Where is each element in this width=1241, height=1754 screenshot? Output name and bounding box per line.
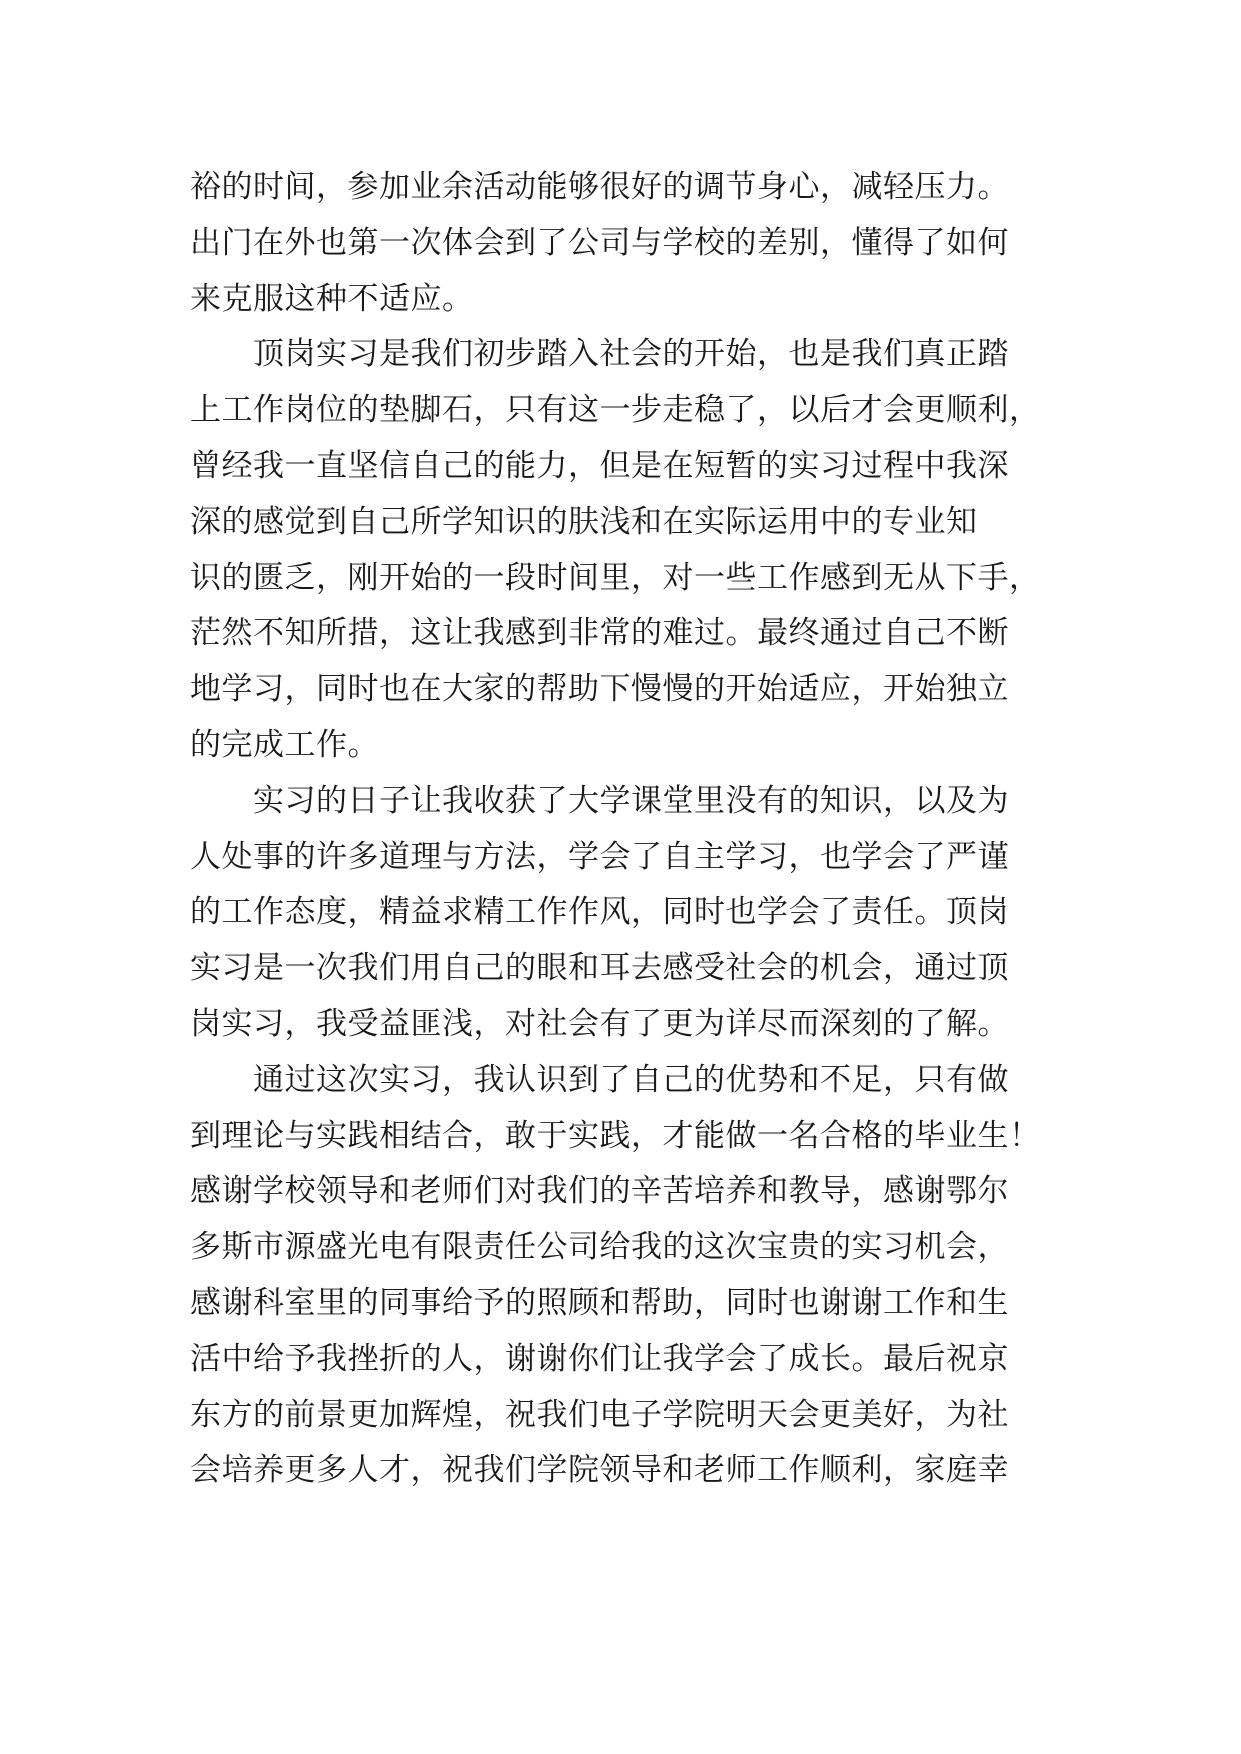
text-line: 深的感觉到自己所学知识的肤浅和在实际运用中的专业知 [190, 503, 978, 540]
text-line: 的完成工作。 [190, 726, 379, 763]
text-line: 东方的前景更加辉煌，祝我们电子学院明天会更美好，为社 [190, 1396, 1009, 1433]
text-line: 人处事的许多道理与方法，学会了自主学习，也学会了严谨 [190, 838, 1009, 875]
text-line: 岗实习，我受益匪浅，对社会有了更为详尽而深刻的了解。 [190, 1005, 1009, 1042]
text-line: 感谢科室里的同事给予的照顾和帮助，同时也谢谢工作和生 [190, 1284, 1009, 1321]
text-line: 上工作岗位的垫脚石，只有这一步走稳了，以后才会更顺利， [190, 392, 1041, 429]
text-line: 到理论与实践相结合，敢于实践，才能做一名合格的毕业生！ [190, 1117, 1041, 1154]
text-line: 地学习，同时也在大家的帮助下慢慢的开始适应，开始独立 [190, 671, 1009, 708]
text-line: 的工作态度，精益求精工作作风，同时也学会了责任。顶岗 [190, 894, 1009, 931]
body-text [190, 160, 1070, 1499]
text-line: 识的匮乏，刚开始的一段时间里，对一些工作感到无从下手， [190, 559, 1041, 596]
text-line: 实习是一次我们用自己的眼和耳去感受社会的机会，通过顶 [190, 950, 1009, 987]
text-line: 顶岗实习是我们初步踏入社会的开始，也是我们真正踏 [190, 336, 1009, 373]
text-line: 感谢学校领导和老师们对我们的辛苦培养和教导，感谢鄂尔 [190, 1173, 1009, 1210]
text-line: 来克服这种不适应。 [190, 280, 474, 317]
text-line: 多斯市源盛光电有限责任公司给我的这次宝贵的实习机会， [190, 1229, 1009, 1266]
text-line: 裕的时间，参加业余活动能够很好的调节身心，减轻压力。 [190, 169, 1009, 205]
text-line: 出门在外也第一次体会到了公司与学校的差别，懂得了如何 [190, 224, 1009, 261]
text-line: 曾经我一直坚信自己的能力，但是在短暂的实习过程中我深 [190, 447, 1009, 484]
text-line: 实习的日子让我收获了大学课堂里没有的知识，以及为 [190, 782, 1009, 819]
text-line: 会培养更多人才，祝我们学院领导和老师工作顺利，家庭幸 [190, 1452, 1009, 1489]
text-line: 茫然不知所措，这让我感到非常的难过。最终通过自己不断 [190, 615, 1009, 652]
text-line: 通过这次实习，我认识到了自己的优势和不足，只有做 [190, 1061, 1009, 1098]
text-line: 活中给予我挫折的人，谢谢你们让我学会了成长。最后祝京 [190, 1340, 1009, 1377]
